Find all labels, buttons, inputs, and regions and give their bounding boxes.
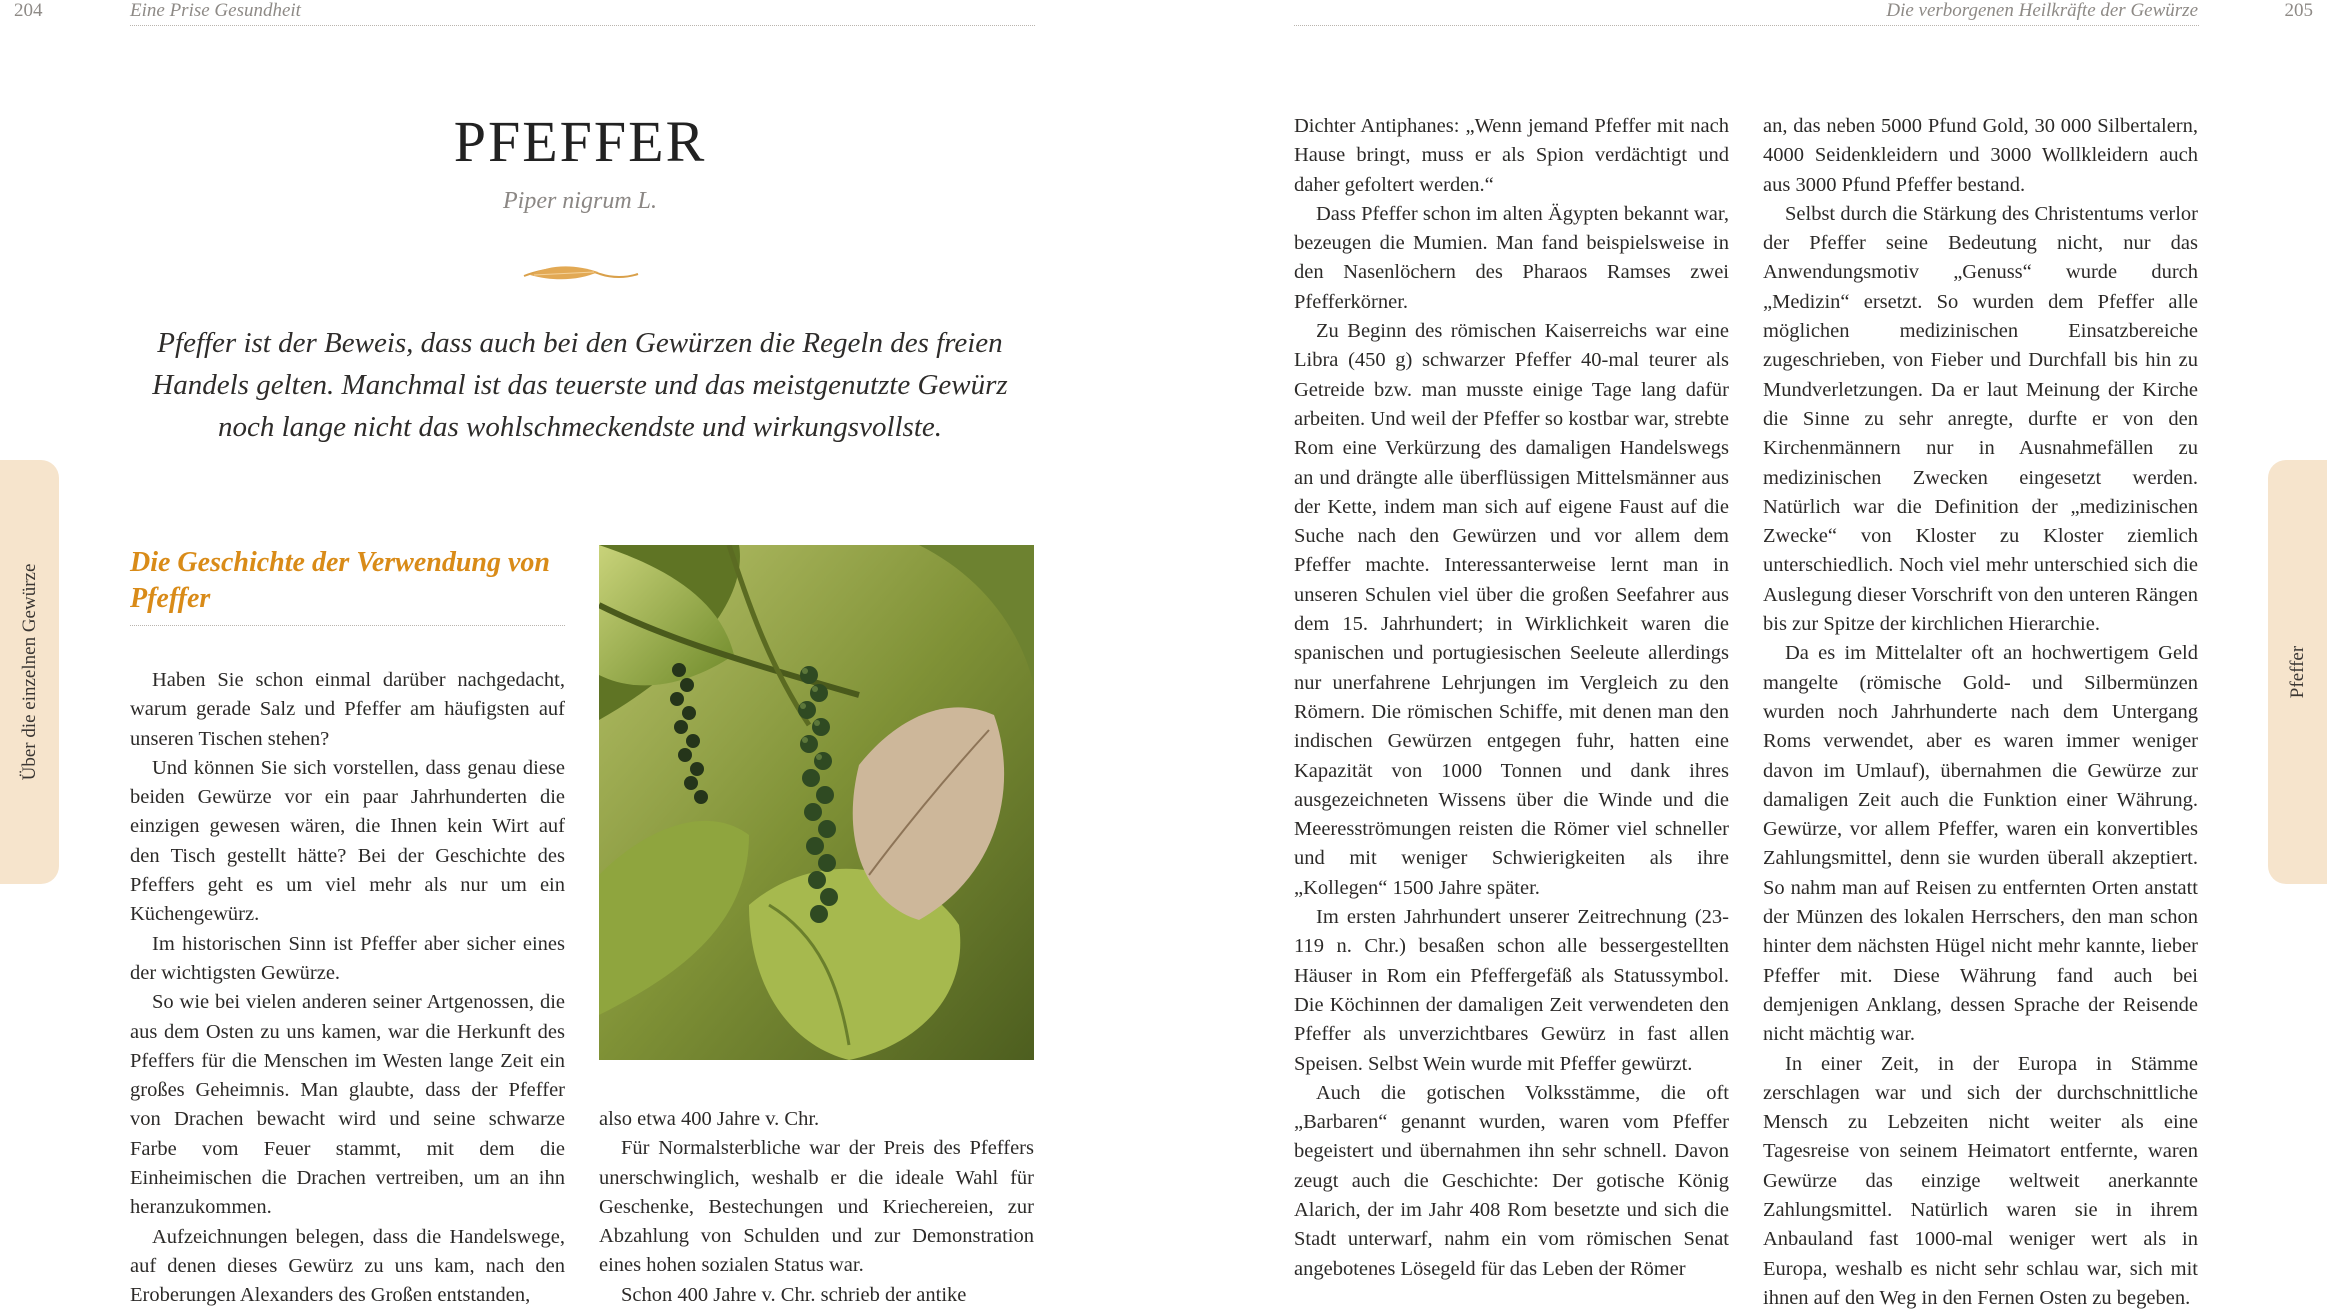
feather-ornament-icon <box>520 262 640 291</box>
chapter-tab-label: Pfeffer <box>2287 646 2309 698</box>
paragraph: also etwa 400 Jahre v. Chr. <box>599 1105 1034 1134</box>
paragraph: Aufzeichnungen belegen, dass die Handelswege, auf denen dieses Gewürz zu uns kam, nach den Eroberungen Alexanders des Großen entstanden, <box>130 1223 565 1311</box>
right-column-1 <box>1294 112 1729 1284</box>
paragraph: Und können Sie sich vorstellen, dass genau diese beiden Gewürze vor ein paar Jahrhunderten die einzigen gewesen wären, die Ihnen kein Wirt auf den Tisch gestellt hätte? Bei der Geschichte des Pfeffers geht es um viel mehr als nur um ein Küchengewürz. <box>130 754 565 930</box>
page-title: PFEFFER <box>130 108 1030 175</box>
running-head-left: Eine Prise Gesundheit <box>130 0 301 22</box>
right-column-2 <box>1763 112 2198 1313</box>
page-number-right: 205 <box>2285 0 2314 22</box>
intro-text: Pfeffer ist der Beweis, dass auch bei den Gewürzen die Regeln des freien Handels gelten. Manchmal ist das teuerste und das meistgenutzte Gewürz noch lange nicht das wohlschmeckendste und wirkungsvollste. <box>150 322 1010 448</box>
paragraph: Haben Sie schon einmal darüber nachgedacht, warum gerade Salz und Pfeffer am häufigsten auf unseren Tischen stehen? <box>130 666 565 754</box>
paragraph: Da es im Mittelalter oft an hochwertigem Geld mangelte (römische Gold- und Silbermünzen wurden noch Jahrhunderte nach dem Untergang Roms verwendet, aber es waren immer weniger davon im Umlauf), übernahmen die Gewürze zur damaligen Zeit auch die Funktion einer Währung. Gewürze, vor allem Pfeffer, waren ein konvertibles Zahlungsmittel, denn sie wurden überall akzeptiert. So nahm man auf Reisen zu entfernten Orten anstatt der Münzen des lokalen Herrschers, den man schon hinter dem nächsten Hügel nicht mehr kannte, lieber Pfeffer mit. Diese Währung fand auch bei demjenigen Anklang, dessen Sprache der Reisende nicht mächtig war. <box>1763 639 2198 1049</box>
paragraph: an, das neben 5000 Pfund Gold, 30 000 Silbertalern, 4000 Seidenkleidern und 3000 Wollkleidern auch aus 3000 Pfund Pfeffer bestand. <box>1763 112 2198 200</box>
pepper-plant-photo <box>599 545 1034 1060</box>
paragraph: Selbst durch die Stärkung des Christentums verlor der Pfeffer seine Bedeutung nicht, nur das Anwendungsmotiv „Genuss“ wurde durch „Medizin“ ersetzt. So wurden dem Pfeffer alle möglichen medizinischen Einsatzbereiche zugeschrieben, von Fieber und Durchfall bis hin zu Mundverletzungen. Da er laut Meinung der Kirche die Sinne zu sehr anregte, durfte er von den Kirchenmännern nur in Ausnahmefällen zu medizinischen Zwecken eingesetzt werden. Natürlich war die Definition der „medizinischen Zwecke“ von Kloster zu Kloster ziemlich unterschiedlich. Noch viel mehr unterschied sich die Auslegung dieser Vorschrift von den unteren Rängen bis zur Spitze der kirchlichen Hierarchie. <box>1763 200 2198 639</box>
latin-name: Piper nigrum L. <box>130 188 1030 215</box>
section-heading: Die Geschichte der Verwendung von Pfeffer <box>130 545 565 626</box>
paragraph: Dass Pfeffer schon im alten Ägypten bekannt war, bezeugen die Mumien. Man fand beispielsweise in den Nasenlöchern des Pharaos Ramses zwei Pfefferkörner. <box>1294 200 1729 317</box>
chapter-tab-label: Über die einzelnen Gewürze <box>19 564 41 781</box>
paragraph: Für Normalsterbliche war der Preis des Pfeffers unerschwinglich, weshalb er die ideale Wahl für Geschenke, Bestechungen und Kriechereien, zur Abzahlung von Schulden und zur Demonstration eines hohen sozialen Status war. <box>599 1134 1034 1280</box>
paragraph: Zu Beginn des römischen Kaiserreichs war eine Libra (450 g) schwarzer Pfeffer 40-mal teurer als Getreide bzw. man musste einige Tage lang dafür arbeiten. Und weil der Pfeffer so kostbar war, strebte Rom eine Verkürzung des damaligen Handelswegs an und drängte alle überflüssigen Mittelsmänner aus der Kette, indem man sich auf eigene Faust auf die Suche nach den Gewürzen und vor allem dem Pfeffer machte. Interessanterweise lernt man in unseren Schulen viel über die großen Seefahrer aus dem 15. Jahrhundert; in Wirklichkeit waren die spanischen und portugiesischen Seeleute allerdings nur unerfahrene Lehrjungen im Vergleich zu den Römern. Die römischen Schiffe, mit denen man den indischen Gewürzen entgegen fuhr, hatten eine Kapazität von 1000 Tonnen und dank ihres ausgezeichneten Wissens über die Winde und die Meeresströmungen reisten die Römer viel schneller und mit weniger Schwierigkeiten als ihre „Kollegen“ 1500 Jahre später. <box>1294 317 1729 903</box>
paragraph: So wie bei vielen anderen seiner Artgenossen, die aus dem Osten zu uns kamen, war die Herkunft des Pfeffers für die Menschen im Westen lange Zeit ein großes Geheimnis. Man glaubte, dass der Pfeffer von Drachen bewacht wird und seine schwarze Farbe vom Feuer stammt, mit dem die Einheimischen die Drachen vertreiben, um an ihn heranzukommen. <box>130 988 565 1222</box>
paragraph: Im ersten Jahrhundert unserer Zeitrechnung (23-119 n. Chr.) besaßen schon alle bessergestellten Häuser in Rom ein Pfeffergefäß als Statussymbol. Die Köchinnen der damaligen Zeit verwendeten den Pfeffer als unverzichtbares Gewürz in fast allen Speisen. Selbst Wein wurde mit Pfeffer gewürzt. <box>1294 903 1729 1079</box>
paragraph: Auch die gotischen Volksstämme, die oft „Barbaren“ genannt wurden, waren vom Pfeffer begeistert und übernahmen ihn sehr schnell. Davon zeugt auch die Geschichte: Der gotische König Alarich, der im Jahr 408 Rom besetzte und sich die Stadt unterwarf, nahm ein vom römischen Senat angebotenes Lösegeld für das Leben der Römer <box>1294 1079 1729 1284</box>
chapter-tab-right <box>2268 460 2327 884</box>
left-page <box>0 0 1163 1312</box>
left-column-1 <box>130 666 565 1311</box>
header-rule-right <box>1294 25 2199 26</box>
paragraph: Dichter Antiphanes: „Wenn jemand Pfeffer mit nach Hause bringt, muss er als Spion verdächtigt und daher gefoltert werden.“ <box>1294 112 1729 200</box>
left-column-2 <box>599 1105 1034 1310</box>
paragraph: In einer Zeit, in der Europa in Stämme zerschlagen war und sich der durchschnittliche Mensch zu Lebzeiten nicht weiter als eine Tagesreise von seinem Heimatort entfernte, waren Gewürze das einzige weltweit anerkannte Zahlungsmittel. Natürlich waren sie in ihrem Anbauland fast 1000-mal weniger wert als in Europa, weshalb es nicht sehr schlau war, sich mit ihnen auf den Weg in den Fernen Osten zu begeben. <box>1763 1050 2198 1313</box>
chapter-tab-left <box>0 460 59 884</box>
right-page <box>1164 0 2327 1312</box>
paragraph: Im historischen Sinn ist Pfeffer aber sicher eines der wichtigsten Gewürze. <box>130 930 565 989</box>
running-head-right: Die verborgenen Heilkräfte der Gewürze <box>1886 0 2198 22</box>
page-number-left: 204 <box>14 0 43 22</box>
paragraph: Schon 400 Jahre v. Chr. schrieb der antike <box>599 1281 1034 1310</box>
header-rule-left <box>130 25 1035 26</box>
